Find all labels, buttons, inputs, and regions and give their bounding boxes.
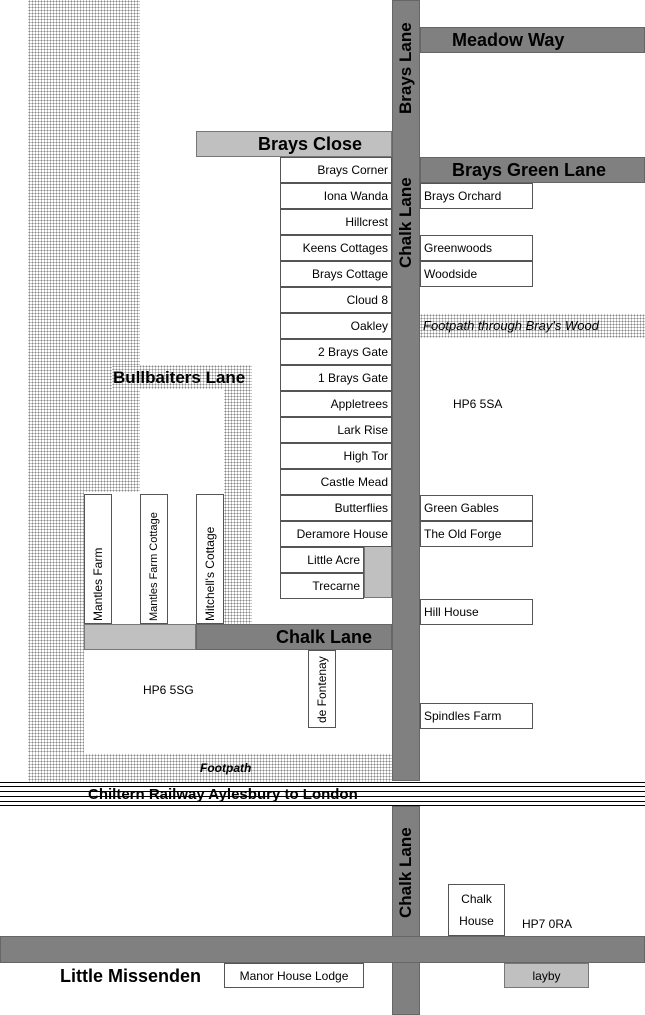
house-mantles-farm-cottage xyxy=(140,494,168,624)
house-manor-house-lodge: Manor House Lodge xyxy=(224,963,364,988)
house-hillcrest: Hillcrest xyxy=(280,209,392,235)
house-chalk-house xyxy=(448,884,505,936)
house-castle-mead: Castle Mead xyxy=(280,469,392,495)
bullbaiters-lane-label: Bullbaiters Lane xyxy=(113,368,246,387)
postcode-hp6-5sa: HP6 5SA xyxy=(453,397,503,411)
house-mantles-farm xyxy=(84,494,112,624)
de-fontenay-label: de Fontenay xyxy=(315,656,329,723)
house-mitchells-cottage xyxy=(196,494,224,624)
house-1-brays-gate: 1 Brays Gate xyxy=(280,365,392,391)
house-the-old-forge: The Old Forge xyxy=(420,521,533,547)
house-trecarne: Trecarne xyxy=(280,573,364,599)
house-butterflies: Butterflies xyxy=(280,495,392,521)
footpath-label: Footpath xyxy=(200,761,252,775)
house-hill-house: Hill House xyxy=(420,599,533,625)
house-little-acre: Little Acre xyxy=(280,547,364,573)
house-2-brays-gate: 2 Brays Gate xyxy=(280,339,392,365)
chalk-lane-middle-label: Chalk Lane xyxy=(276,627,373,647)
layby-label: layby xyxy=(532,968,561,983)
house-cloud-8: Cloud 8 xyxy=(280,287,392,313)
chalk-lane-north-label: Chalk Lane xyxy=(396,177,415,268)
footpath-area-west-strip xyxy=(28,0,140,492)
house-keens-cottages: Keens Cottages xyxy=(280,235,392,261)
mitchells-cottage-label: Mitchell's Cottage xyxy=(203,526,217,621)
footpath-brays-wood-label: Footpath through Bray's Wood xyxy=(423,318,599,333)
house-oakley: Oakley xyxy=(280,313,392,339)
chalk-house-label-line2: House xyxy=(459,914,494,928)
little-missenden-road xyxy=(0,936,645,963)
house-de-fontenay xyxy=(308,650,336,728)
mantles-farm-label: Mantles Farm xyxy=(91,547,105,621)
railway-line-6 xyxy=(0,805,645,806)
house-deramore-house: Deramore House xyxy=(280,521,392,547)
brays-green-lane-label: Brays Green Lane xyxy=(452,160,607,180)
little-missenden-label: Little Missenden xyxy=(60,966,202,986)
house-brays-orchard: Brays Orchard xyxy=(420,183,533,209)
house-appletrees: Appletrees xyxy=(280,391,392,417)
meadow-way-label: Meadow Way xyxy=(452,30,565,50)
footpath-area-bullbaiters-down xyxy=(224,365,252,625)
layby xyxy=(504,963,589,988)
footpath-area-west-lower xyxy=(28,492,84,782)
railway-label: Chiltern Railway Aylesbury to London xyxy=(88,786,358,803)
mantles-farm-cottage-label: Mantles Farm Cottage xyxy=(148,512,160,621)
chalk-house-label-line1: Chalk xyxy=(461,892,492,906)
brays-lane-label: Brays Lane xyxy=(396,22,415,114)
postcode-hp6-5sg: HP6 5SG xyxy=(143,683,194,697)
house-high-tor: High Tor xyxy=(280,443,392,469)
brays-close-label: Brays Close xyxy=(258,134,363,154)
house-brays-cottage: Brays Cottage xyxy=(280,261,392,287)
house-brays-corner: Brays Corner xyxy=(280,157,392,183)
house-green-gables: Green Gables xyxy=(420,495,533,521)
house-greenwoods: Greenwoods xyxy=(420,235,533,261)
house-spindles-farm: Spindles Farm xyxy=(420,703,533,729)
chalk-lane-road-north xyxy=(392,0,420,781)
postcode-hp7-0ra: HP7 0RA xyxy=(522,917,573,931)
house-lark-rise: Lark Rise xyxy=(280,417,392,443)
trecarne-drive xyxy=(364,546,392,598)
house-iona-wanda: Iona Wanda xyxy=(280,183,392,209)
chalk-lane-south-label: Chalk Lane xyxy=(396,827,415,918)
railway-line-1 xyxy=(0,782,645,783)
chalk-lane-west-spur xyxy=(84,624,196,650)
house-woodside: Woodside xyxy=(420,261,533,287)
